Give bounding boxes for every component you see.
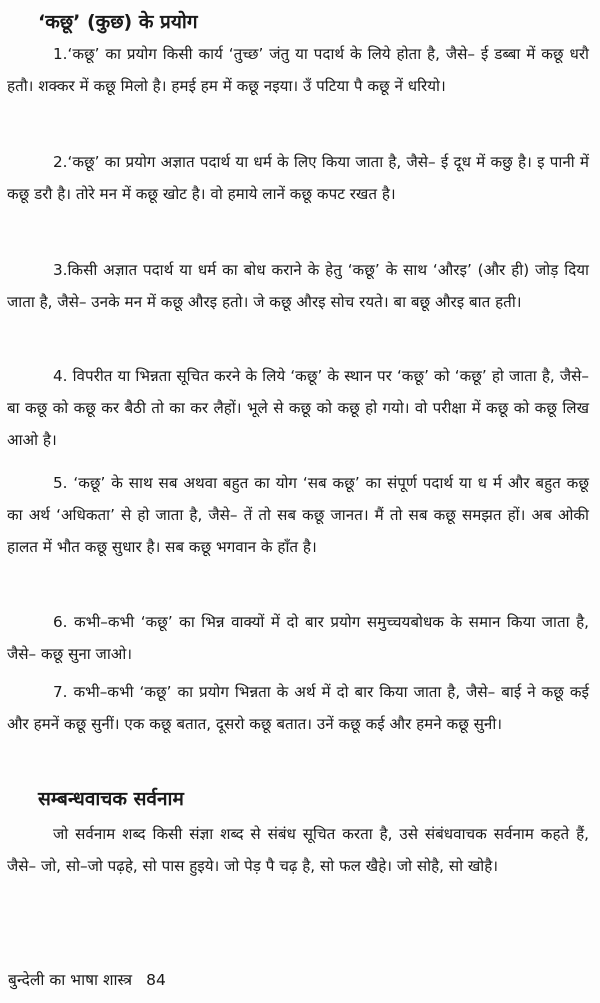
- page-number: 84: [146, 971, 166, 989]
- paragraph-6: 6. कभी–कभी ‘कछू’ का भिन्न वाक्यों में दो बार प्रयोग समुच्चयबोधक के समान किया जाता है, जैसे– कछू सुना जाओ।: [7, 613, 589, 663]
- paragraph-relative-pronoun: जो सर्वनाम शब्द किसी संज्ञा शब्द से संबंध सूचित करता है, उसे संबंधवाचक सर्वनाम कहते हैं, जैसे– जो, सो–जो पढ़हे, सो पास हुइये। जो पेड़ पै चढ़ है, सो फल खैहे। जो सोहै, सो खोहै।: [7, 825, 589, 875]
- section-heading-kuchh-usage: ‘कछू’ (कुछ) के प्रयोग: [38, 11, 198, 33]
- book-title: बुन्देली का भाषा शास्त्र: [8, 971, 133, 989]
- paragraph-2: 2.‘कछू’ का प्रयोग अज्ञात पदार्थ या धर्म के लिए किया जाता है, जैसे– ई दूध में कछु है। इ पानी में कछू डरौ है। तोरे मन में कछू खोट है। वो हमाये लानें कछू कपट रखत है।: [7, 153, 589, 203]
- paragraph-5: 5. ‘कछू’ के साथ सब अथवा बहुत का योग ‘सब कछू’ का संपूर्ण पदार्थ या ध र्म और बहुत कछू का अर्थ ‘अधिकता’ से हो जाता है, जैसे– तें तो सब कछू जानत। मैं तो सब कछू समझत हों। अब ओकी हालत में भौत कछू सुधार है। सब कछू भगवान के हाँत है।: [7, 474, 589, 556]
- paragraph-7: 7. कभी–कभी ‘कछू’ का प्रयोग भिन्नता के अर्थ में दो बार किया जाता है, जैसे– बाई ने कछू कई और हमनें कछू सुनीं। एक कछू बतात, दूसरो कछू बतात। उनें कछू कई और हमने कछू सुनी।: [7, 683, 589, 733]
- paragraph-4: 4. विपरीत या भिन्नता सूचित करने के लिये ‘कछू’ के स्थान पर ‘कछू’ को ‘कछू’ हो जाता है, जैसे– बा कछू को कछू कर बैठी तो का कर लैहों। भूले से कछू को कछू हो गयो। वो परीक्षा में कछू को कछू लिख आओ है।: [7, 367, 589, 449]
- section-heading-relative-pronoun: सम्बन्धवाचक सर्वनाम: [38, 788, 184, 810]
- paragraph-3: 3.किसी अज्ञात पदार्थ या धर्म का बोध कराने के हेतु ‘कछू’ के साथ ‘औरइ’ (और ही) जोड़ दिया जाता है, जैसे– उनके मन में कछू औरइ हतो। जे कछू औरइ सोच रयते। बा बछू औरइ बात हती।: [7, 261, 589, 311]
- paragraph-1: 1.‘कछू’ का प्रयोग किसी कार्य ‘तुच्छ’ जंतु या पदार्थ के लिये होता है, जैसे– ई डब्बा में कछू धरौ हतौ। शक्कर में कछू मिलो है। हमई हम में कछू नइया। उँ पटिया पै कछू नें धरियो।: [7, 45, 589, 95]
- page-footer: [8, 968, 166, 992]
